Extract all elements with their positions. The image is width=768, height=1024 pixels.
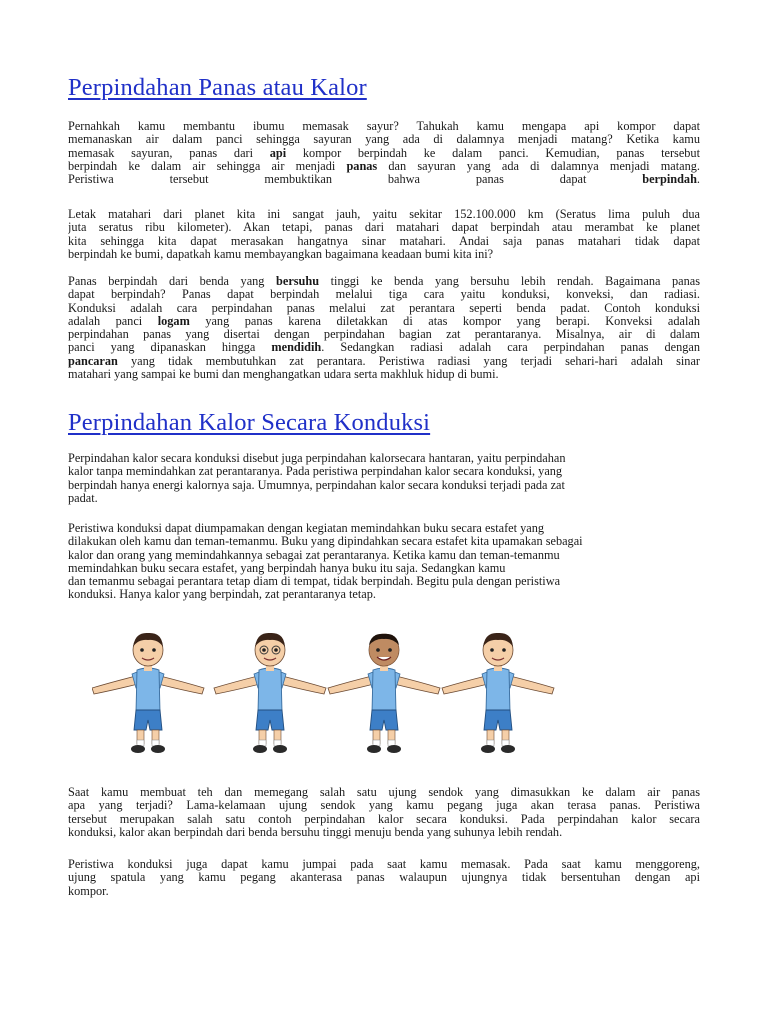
child-3-figure bbox=[328, 634, 440, 753]
paragraph-sun-distance: Letak matahari dari planet kita ini sangat jauh, yaitu sekitar 152.100.000 km (Seratus lima puluh dua juta seratus ribu kilometer). Akan tetapi, panas dari matahari dapat berpindah atau merambat ke planet kita sehingga kita dapat merasakan hangatnya sinar matahari. Andai saja panas matahari tidak dapat berpindah ke bumi, dapatkah kamu membayangkan bagaimana keadaan bumi kita ini? bbox=[68, 208, 700, 261]
child-1-figure bbox=[92, 633, 204, 753]
paragraph-conduction-definition: Perpindahan kalor secara konduksi disebut juga perpindahan kalorsecara hantaran, yaitu perpindahan kalor tanpa memindahkan zat perantaranya. Pada peristiwa perpindahan kalor secara konduksi, yang berpindah hanya energi kalornya saja. Umumnya, perpindahan kalor secara konduksi terjadi pada zat padat. bbox=[68, 451, 566, 505]
paragraph-spatula-example: Peristiwa konduksi juga dapat kamu jumpai pada saat kamu memasak. Pada saat kamu menggoreng, ujung spatula yang kamu pegang akanterasa panas walaupun ujungnya tidak bersentuhan dengan api kompor. bbox=[68, 858, 700, 898]
paragraph-transfer-methods: Panas berpindah dari benda yang bersuhu tinggi ke benda yang bersuhu lebih rendah. Bagaimana panas dapat berpindah? Panas dapat berpindah melalui tiga cara yaitu konduksi, konveksi, dan radiasi. Konduksi adalah cara perpindahan panas melalui zat perantara seperti benda padat. Contoh konduksi adalah panci logam yang panas karena diletakkan di atas kompor yang berapi. Konveksi adalah perpindahan panas yang disertai dengan perpindahan bagian zat perantaranya. Misalnya, air di dalam panci yang dipanaskan hingga mendidih. Sedangkan radiasi adalah cara perpindahan panas dengan pancaran yang tidak membutuhkan zat perantara. Peristiwa radiasi yang terjadi sehari-hari adalah sinar matahari yang sampai ke bumi dan menghangatkan udara serta makhluk hidup di bumi. bbox=[68, 275, 700, 382]
children-relay-illustration bbox=[92, 630, 622, 760]
paragraph-relay-analogy: Peristiwa konduksi dapat diumpamakan dengan kegiatan memindahkan buku secara estafet yang dilakukan oleh kamu dan teman-temanmu. Buku yang dipindahkan secara estafet kita upamakan sebagai kalor dan orang yang memindahkannya sebagai zat perantaranya. Ketika kamu dan teman-temanmu memindahkan buku secara estafet, yang berpindah hanya buku itu saja. Sedangkan kamu dan temanmu sebagai perantara tetap diam di tempat, tidak berpindah. Begitu pula dengan peristiwa konduksi. Hanya kalor yang berpindah, zat perantaranya tetap. bbox=[68, 521, 583, 602]
heading-heat-transfer: Perpindahan Panas atau Kalor bbox=[68, 74, 367, 101]
child-2-figure bbox=[214, 633, 326, 753]
paragraph-intro: Pernahkah kamu membantu ibumu memasak sayur? Tahukah kamu mengapa api kompor dapat memanaskan air dalam panci sehingga sayuran yang ada di dalamnya menjadi matang? Ketika kamu memasak sayuran, panas dari api kompor berpindah ke dalam panci. Kemudian, panas tersebut berpindah ke dalam air sehingga air menjadi panas dan sayuran yang ada di dalamnya menjadi matang. Peristiwa tersebut membuktikan bahwa panas dapat berpindah. bbox=[68, 120, 700, 187]
heading-conduction: Perpindahan Kalor Secara Konduksi bbox=[68, 409, 431, 436]
paragraph-spoon-example: Saat kamu membuat teh dan memegang salah satu ujung sendok yang dimasukkan ke dalam air panas apa yang terjadi? Lama-kelamaan ujung sendok yang kamu pegang juga akan terasa panas. Peristiwa tersebut merupakan salah satu contoh perpindahan kalor secara konduksi. Pada perpindahan kalor secara konduksi, kalor akan berpindah dari benda bersuhu tinggi menuju benda yang suhunya lebih rendah. bbox=[68, 786, 700, 839]
child-4-figure bbox=[442, 633, 554, 753]
